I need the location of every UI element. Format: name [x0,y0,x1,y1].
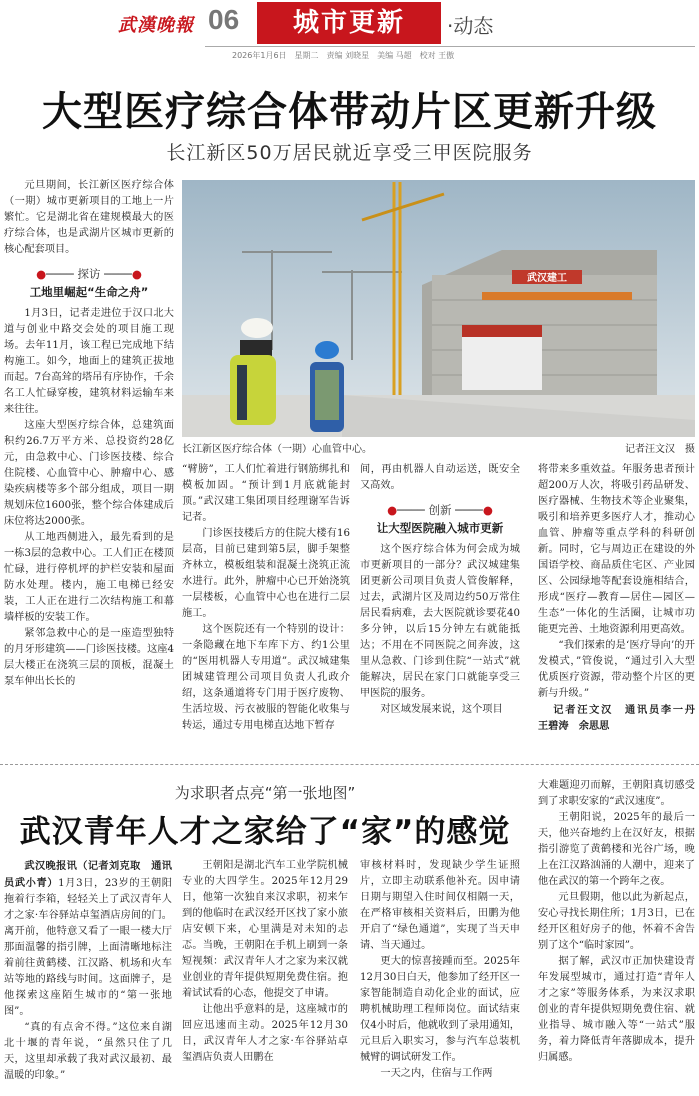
story1-column-3 [360,462,520,758]
story1-paragraph: “我们探索的是‘医疗导向’的开发模式，”管俊说，“通过引入大型优质医疗资源，带动整个片区的更新与升级。” [538,640,695,699]
story1-paragraph: 对区域发展来说，这个项目 [380,704,503,715]
story1-byline: 记者汪文汉 通讯员李一丹 王碧涛 余思思 [538,704,695,732]
story2-column-1 [4,858,172,1094]
story1-subheadline: 长江新区50万居民就近享受三甲医院服务 [166,142,533,164]
story1-lead: 元旦期间，长江新区医疗综合体（一期）城市更新项目的工地上一片繁忙。它是湖北省在建规模最大的医疗综合体，也是武湖片区城市更新的核心配套项目。 [4,180,174,255]
construction-photo [182,180,695,437]
story2-paragraph: 一天之内，住宿与工作两 [380,1068,493,1079]
story2-column-2 [182,858,348,1094]
story1-paragraph: 间，再由机器人自动运送，既安全又高效。 [360,464,520,491]
story2-column-3 [360,858,520,1094]
story2-paragraph: 据了解，武汉市正加快建设青年发展型城市，通过打造“青年人才之家”等服务体系，为来汉求职创业的青年提供短期免费住宿、就业指导、城市融入等“一站式”服务，着力降低青年落脚成本，提升归属感。 [538,956,695,1063]
story1-paragraph: 这个医院还有一个特别的设计：一条隐藏在地下车库下方、约1公里的“医用机器人专用道”。武汉城建集团城建管理公司项目负责人孔政介绍，这条通道将专门用于医疗废物、生活垃圾、污衣被服的智能化收集与转运，通过专用电梯直达地下暂存 [182,624,350,731]
story2-paragraph: 让他出乎意料的是，这座城市的回应迅速而主动。2025年12月30日，武汉青年人才之家·车谷驿站卓玺酒店负责人田鹏在 [182,1004,348,1063]
story2-paragraph: 元旦假期，他以此为新起点，安心寻找长期住所；1月3日，已在经开区租好房子的他，怀着不舍告别了这个“临时家园”。 [538,892,695,951]
story1-headline: 大型医疗综合体带动片区更新升级 [42,89,657,135]
story1-paragraph: 紧邻急救中心的是一座造型独特的月牙形建筑——门诊医技楼。这座4层大楼正在浇筑三层的顶板，混凝土泵车伸出长长的 [4,628,174,687]
section-tag-innovate: ●──── 创新 ────● [387,503,493,517]
story2-byline: 武汉晚报讯（记者刘克取 通讯员武小青） [4,860,172,889]
story2-kicker: 为求职者点亮“第一张地图” [174,784,356,802]
story-divider [0,764,699,765]
story1-column-1 [4,178,174,758]
photo-illustration [182,180,695,437]
story1-paragraph: 将带来多重效益。年服务患者预计超200万人次，将吸引药品研发、医疗器械、生物技术等企业聚集，吸引和培养更多医疗人才，推动心血管、肿瘤等重点学科的科研创新。同时，它与周边正在建设的外国语学校、商品质住宅区、产业园区、公园绿地等配套设施相结合，形成“医疗—教育—居住—园区—生态”一体化的生活圈，让城市功能更完善、土地资源利用更高效。 [538,464,695,635]
section-banner: 城市更新 [257,2,441,44]
story2-paragraph: 王朝阳说，2025年的最后一天，他兴奋地约上在汉好友，根据指引游览了黄鹤楼和光谷广场，晚上在江汉路汹涌的人潮中，迎来了他在武汉的第一个跨年之夜。 [538,812,695,887]
header-rule [205,46,695,47]
story1-paragraph: 这座大型医疗综合体，总建筑面积约26.7万平方米、总投资约28亿元，由急救中心、门诊医技楼、综合住院楼、心血管中心、肿瘤中心、感染疾病楼等多个部分组成，项目一期规划床位1600张，整个综合体建成后床位将达2000张。 [4,420,174,527]
story2-headline: 武汉青年人才之家给了“家”的感觉 [19,814,511,850]
story2-paragraph: 1月3日，23岁的王朝阳拖着行李箱，轻轻关上了武汉青年人才之家·车谷驿站卓玺酒店房间的门。离开前，他特意又看了一眼一楼大厅那面温馨的指引牌，上面清晰地标注着前往黄鹤楼、江汉路、机场和火车站等地的路线与时间。这面牌子，是他探索这座陌生城市的“第一张地图”。 [4,878,172,1017]
story2-paragraph: “真的有点舍不得。”这位来自湖北十堰的青年说，“虽然只住了几天，这里却承载了我对武汉最初、最温暖的印象。” [4,1022,172,1081]
story1-paragraph: 1月3日，记者走进位于汉口北大道与创业中路交会处的项目施工现场。去年11月，该工程已完成地下结构施工。如今，地面上的建筑正拔地而起。7台高耸的塔吊有序协作，千余名工人忙碌穿梭，建筑材料运输车来来往往。 [4,308,174,415]
story2-paragraph: 大难题迎刃而解，王朝阳真切感受到了求职安家的“武汉速度”。 [538,780,695,807]
photo-credit: 记者汪文汉 摄 [625,444,695,455]
page-number: 06 [208,4,240,35]
section-title-explore: 工地里崛起“生命之舟” [29,285,149,299]
story1-paragraph: 门诊医技楼后方的住院大楼有16层高，目前已建到第5层，脚手架整齐林立，模板组装和混凝土浇筑正流水进行。此外，肿瘤中心已开始浇筑一层楼板，心血管中心也在进行二层施工。 [182,528,350,619]
issue-meta: 2026年1月6日 星期二 责编 刘晓星 美编 马超 校对 王傲 [232,51,455,60]
newspaper-logo: 武漢晚報 [118,15,194,36]
story1-paragraph: 从工地西侧进入，最先看到的是一栋3层的急救中心。工人们正在楼顶忙碌，进行停机坪的护栏安装和屋面防水处理。楼内，施工电梯已经安装，工人正在进行二次结构施工和幕墙样板的安装工作。 [4,532,174,623]
story1-paragraph: 这个医疗综合体为何会成为城市更新项目的一部分？武汉城建集团更新公司项目负责人管俊解释，过去，武湖片区及周边约50万常住居民看病难，去大医院就诊要花40多分钟，以后15分钟左右就能抵达；不用在不同医院之间奔波，这里从急救、门诊到住院“一站式”就能解决，居民在家门口就能享受三甲医院的服务。 [360,544,520,699]
story2-paragraph: 更大的惊喜接踵而至。2025年12月30日白天，他参加了经开区一家智能制造自动化企业的面试，应聘机械助理工程师岗位。面试结束仅4小时后，他就收到了录用通知，元旦后入职实习，参与汽车总装机械臂的调试研发工作。 [360,956,520,1063]
story2-paragraph: 王朝阳是湖北汽车工业学院机械专业的大四学生。2025年12月29日，他第一次独自来汉求职，初来乍到的他临时在武汉经开区找了家小旅店安顿下来，心里满是对未知的忐忑。当晚，王朝阳在手机上刷到一条短视频：武汉青年人才之家为来汉就业创业的青年提供短期免费住宿。抱着试试看的心态，他提交了申请。 [182,860,348,999]
story2-paragraph: 审核材料时，发现缺少学生证照片，立即主动联系他补充。因申请日期与期望入住时间仅相隔一天，在严格审核相关资料后，田鹏为他开启了“绿色通道”，实现了当天申请、当天通过。 [360,860,520,951]
section-title-innovate: 让大型医院融入城市更新 [376,521,504,535]
story2-column-4 [538,778,695,1094]
building-sign: 武汉建工 [527,273,567,284]
photo-caption: 长江新区医疗综合体（一期）心血管中心。 [182,444,372,455]
story1-column-2 [182,462,350,758]
story1-paragraph: “臂膀”，工人们忙着进行钢筋绑扎和模板加固。“预计到1月底就能封顶。”武汉建工集团项目经理谢军告诉记者。 [182,464,350,523]
story1-column-4 [538,462,695,758]
photo-caption-row [182,440,695,455]
page-header [0,0,699,62]
section-subtitle: ·动态 [447,14,494,38]
section-tag-explore: ●──── 探访 ────● [36,267,142,281]
